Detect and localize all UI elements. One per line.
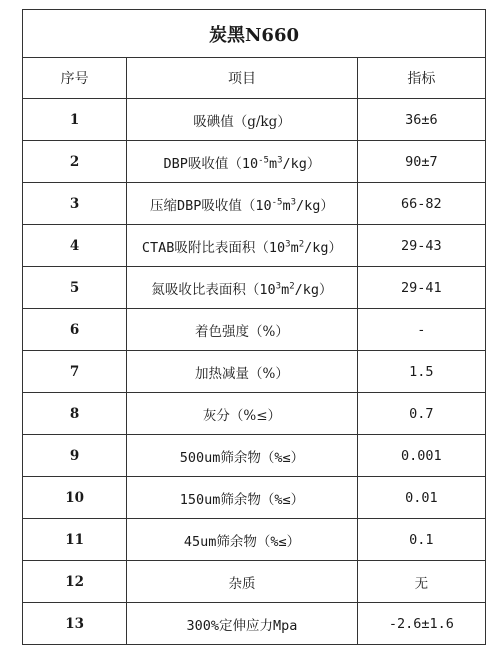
spec-table — [22, 9, 486, 645]
header-no: 序号 — [23, 58, 127, 99]
row-item: 压缩DBP吸收值$(10^{-5}m^3/kg)$ — [127, 183, 357, 225]
row-value: 无 — [357, 561, 485, 603]
row-no: 7 — [23, 351, 127, 393]
row-value: 1.5 — [357, 351, 485, 393]
row-value: 0.7 — [357, 393, 485, 435]
row-no: 4 — [23, 225, 127, 267]
row-no: 10 — [23, 477, 127, 519]
row-item: 吸碘值（g/kg） — [127, 99, 357, 141]
row-value: 66-82 — [357, 183, 485, 225]
row-value: 90±7 — [357, 141, 485, 183]
header-value: 指标 — [357, 58, 485, 99]
row-value: -2.6±1.6 — [357, 603, 485, 645]
row-value: 29-43 — [357, 225, 485, 267]
row-no: 3 — [23, 183, 127, 225]
row-no: 5 — [23, 267, 127, 309]
row-no: 12 — [23, 561, 127, 603]
row-item: 500um筛余物（%≤） — [127, 435, 357, 477]
table-title: 炭黑N660 — [23, 10, 486, 58]
row-item: 加热减量（%） — [127, 351, 357, 393]
table-row — [23, 351, 486, 393]
row-no: 6 — [23, 309, 127, 351]
table-row — [23, 477, 486, 519]
row-no: 13 — [23, 603, 127, 645]
header-row — [23, 58, 486, 99]
row-value: 29-41 — [357, 267, 485, 309]
row-value: 0.1 — [357, 519, 485, 561]
row-no: 2 — [23, 141, 127, 183]
table-row — [23, 603, 486, 645]
row-no: 11 — [23, 519, 127, 561]
row-value: 36±6 — [357, 99, 485, 141]
row-item: 杂质 — [127, 561, 357, 603]
table-row — [23, 183, 486, 225]
table-row — [23, 435, 486, 477]
table-row — [23, 267, 486, 309]
row-item: 氮吸收比表面积$(10^3m^2/kg)$ — [127, 267, 357, 309]
row-item: 300%定伸应力Mpa — [127, 603, 357, 645]
table-row — [23, 309, 486, 351]
table-row — [23, 561, 486, 603]
row-item: 灰分（%≤） — [127, 393, 357, 435]
row-value: 0.001 — [357, 435, 485, 477]
row-item: 150um筛余物（%≤） — [127, 477, 357, 519]
row-value: 0.01 — [357, 477, 485, 519]
row-item: DBP吸收值$(10^{-5}m^3/kg)$ — [127, 141, 357, 183]
row-no: 1 — [23, 99, 127, 141]
row-item: CTAB吸附比表面积$(10^3m^2/kg)$ — [127, 225, 357, 267]
table-row — [23, 141, 486, 183]
table-row — [23, 99, 486, 141]
header-item: 项目 — [127, 58, 357, 99]
table-row — [23, 225, 486, 267]
table-row — [23, 519, 486, 561]
row-no: 9 — [23, 435, 127, 477]
table-row — [23, 393, 486, 435]
row-item: 着色强度（%） — [127, 309, 357, 351]
row-item: 45um筛余物（%≤） — [127, 519, 357, 561]
row-no: 8 — [23, 393, 127, 435]
row-value: - — [357, 309, 485, 351]
